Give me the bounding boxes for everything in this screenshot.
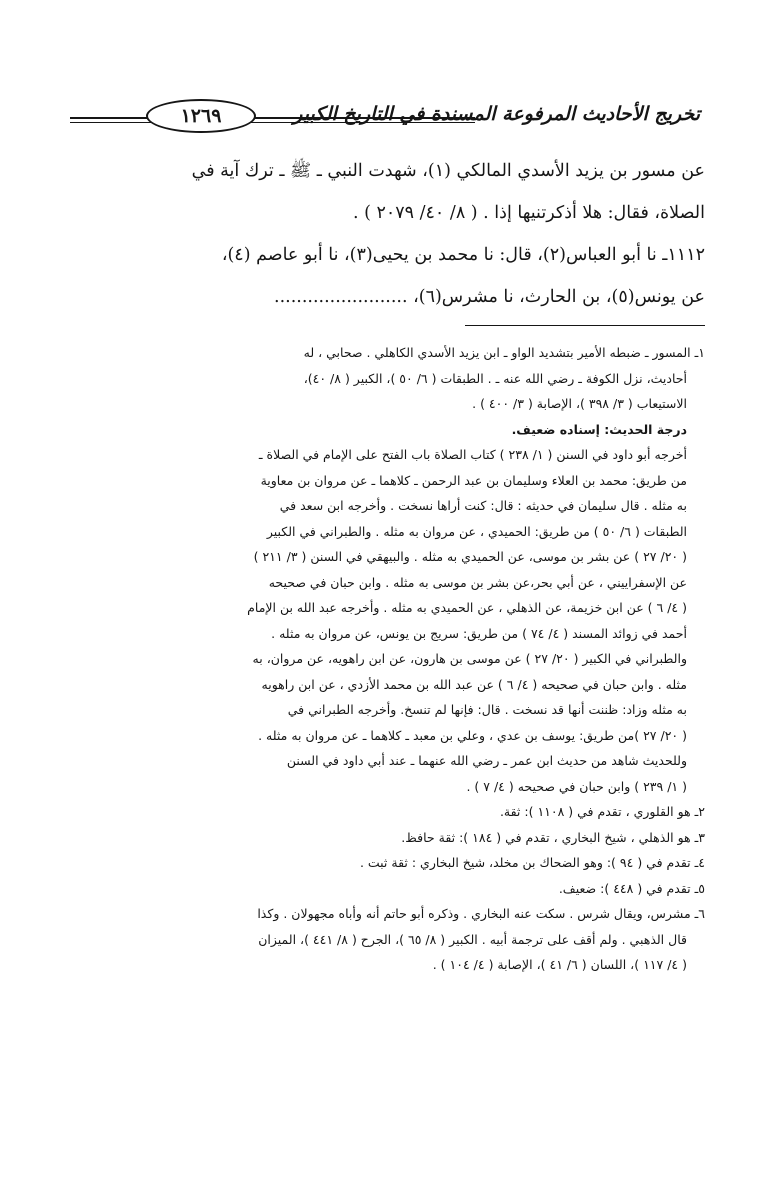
footnote-1-line-3: الاستيعاب ( ٣/ ٣٩٨ )، الإصابة ( ٣/ ٤٠٠ ) .: [472, 396, 687, 411]
takhrij-line-4: الطبقات ( ٦/ ٥٠ ) من طريق: الحميدي ، عن مروان به مثله . والطبراني في الكبير: [266, 523, 687, 539]
body-line-1: عن مسور بن يزيد الأسدي المالكي (١)، شهدت النبي ـ ﷺ ـ ترك آية في: [191, 161, 705, 181]
footnote-6-line-1: ٦ـ مشرس، ويقال شرس . سكت عنه البخاري . وذكره أبو حاتم أنه وأباه مجهولان . وكذا: [257, 906, 705, 921]
header-rule: [70, 117, 475, 123]
takhrij-line-1: أخرجه أبو داود في السنن ( ١/ ٢٣٨ ) كتاب الصلاة باب الفتح على الإمام في الصلاة ـ: [258, 447, 687, 462]
takhrij-line-5: ( ٢٠/ ٢٧ ) عن بشر بن موسى، عن الحميدي به مثله . والبيهقي في السنن ( ٣/ ٢١١ ): [253, 549, 687, 564]
header-title: تخريج الأحاديث المرفوعة المسندة في التاريخ الكبير: [293, 103, 700, 125]
footnote-4: ٤ـ تقدم في ( ٩٤ ): وهو الضحاك بن مخلد، شيخ البخاري : ثقة ثبت .: [359, 855, 705, 870]
footnote-1-line-1: ١ـ المسور ـ ضبطه الأمير بتشديد الواو ـ ابن يزيد الأسدي الكاهلي . صحابي ، له: [303, 345, 705, 360]
footnote-2: ٢ـ هو القلوري ، تقدم في ( ١١٠٨ ): ثقة.: [499, 804, 705, 819]
takhrij-line-8: أحمد في زوائد المسند ( ٤/ ٧٤ ) من طريق: سريج بن يونس، عن مروان به مثله .: [271, 625, 687, 641]
takhrij-line-2: من طريق: محمد بن العلاء وسليمان بن عبد الرحمن ـ كلاهما ـ عن مروان بن معاوية: [260, 472, 687, 488]
footnotes: [78, 340, 705, 978]
takhrij-line-9: والطبراني في الكبير ( ٢٠/ ٢٧ ) عن موسى بن هارون، عن ابن راهويه، عن مروان، به: [252, 651, 687, 666]
takhrij-line-3: به مثله . قال سليمان في حديثه : قال: كنت أراها نسخت . وأخرجه ابن سعد في: [279, 498, 687, 513]
footnote-5: ٥ـ تقدم في ( ٤٤٨ ): ضعيف.: [558, 880, 705, 896]
footnote-6-line-2: قال الذهبي . ولم أقف على ترجمة أبيه . الكبير ( ٨/ ٦٥ )، الجرح ( ٨/ ٤٤١ )، الميزان: [258, 931, 687, 947]
hadith-grade-heading: درجة الحديث: إسناده ضعيف.: [511, 421, 687, 437]
body-line-4: عن يونس(٥)، بن الحارث، نا مشرس(٦)، ........................: [274, 287, 705, 307]
footnote-1-line-2: أحاديث، نزل الكوفة ـ رضي الله عنه ـ . الطبقات ( ٦/ ٥٠ )، الكبير ( ٨/ ٤٠)،: [303, 370, 687, 386]
body-line-3: ١١١٢ـ نا أبو العباس(٢)، قال: نا محمد بن يحيى(٣)، نا أبو عاصم (٤)،: [221, 245, 705, 265]
takhrij-line-12: ( ٢٠/ ٢٧ )من طريق: يوسف بن عدي ، وعلي بن معبد ـ كلاهما ـ عن مروان به مثله .: [258, 727, 687, 743]
page-number: ١٢٦٩: [180, 105, 222, 127]
takhrij-line-10: مثله . وابن حبان في صحيحه ( ٤/ ٦ ) عن عبد الله بن محمد الأزدي ، عن ابن راهويه: [261, 676, 687, 692]
takhrij-line-7: ( ٤/ ٦ ) عن ابن خزيمة، عن الذهلي ، عن الحميدي به مثله . وأخرجه عبد الله بن الإمام: [247, 600, 687, 615]
takhrij-line-13: وللحديث شاهد من حديث ابن عمر ـ رضي الله عنهما ـ عند أبي داود في السنن: [286, 753, 687, 768]
running-header: [70, 95, 700, 145]
body-line-2: الصلاة، فقال: هلا أذكرتنيها إذا . ( ٨/ ٤٠/ ٢٠٧٩ ) .: [352, 203, 705, 223]
footnote-separator: [465, 325, 705, 326]
takhrij-line-11: به مثله وزاد: ظننت أنها قد نسخت . قال: فإنها لم تنسخ. وأخرجه الطبراني في: [287, 702, 687, 717]
takhrij-line-14: ( ١/ ٢٣٩ ) وابن حبان في صحيحه ( ٤/ ٧ ) .: [466, 778, 687, 794]
footnote-6-line-3: ( ٤/ ١١٧ )، اللسان ( ٦/ ٤١ )، الإصابة ( ٤/ ١٠٤ ) .: [432, 957, 687, 972]
page-number-oval: [146, 99, 256, 133]
main-text: [78, 150, 705, 318]
footnote-3: ٣ـ هو الذهلي ، شيخ البخاري ، تقدم في ( ١٨٤ ): ثقة حافظ.: [401, 829, 705, 845]
takhrij-line-6: عن الإسفراييني ، عن أبي بحر،عن بشر بن موسى به مثله . وابن حبان في صحيحه: [268, 574, 687, 590]
